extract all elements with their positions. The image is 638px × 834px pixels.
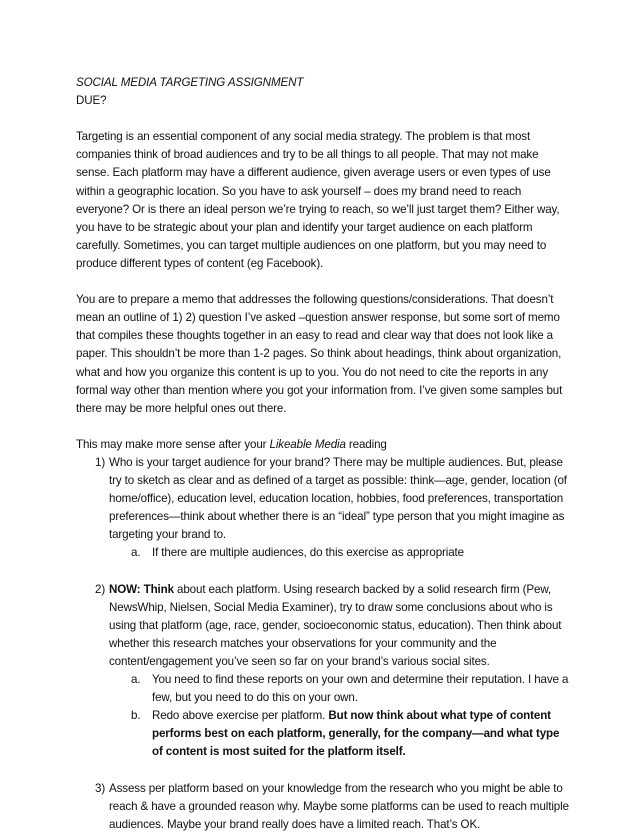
sub-item-a — [109, 544, 571, 562]
item-number: 2) — [95, 582, 106, 596]
question-item-1 — [76, 454, 571, 563]
item-text: Who is your target audience for your brand? There may be multiple audiences. But, please try to sketch as clear and as defined of a target as possible: think—age, gender, location (of home/office), education level, education location, hobbies, food preferences, transportation preferences—think about whether there is an “ideal” type person that you might imagine as targeting your brand to. — [109, 455, 567, 542]
sub-item-b — [109, 707, 571, 761]
sub-item-letter: b. — [131, 709, 141, 723]
assignment-title: SOCIAL MEDIA TARGETING ASSIGNMENT — [76, 76, 304, 89]
document-body — [76, 74, 571, 834]
sub-list — [109, 671, 571, 761]
sub-item-text: If there are multiple audiences, do this exercise as appropriate — [152, 546, 464, 560]
sub-item-letter: a. — [131, 546, 141, 560]
sub-item-letter: a. — [131, 673, 141, 687]
item-number: 3) — [95, 781, 106, 795]
sub-item-text: You need to find these reports on your own and determine their reputation. I have a few, but you need to do this on your own. — [152, 673, 569, 705]
due-line: DUE? — [76, 94, 107, 108]
sub-list — [109, 544, 571, 562]
item-text: about each platform. Using research backed by a solid research firm (Pew, NewsWhip, Nielsen, Social Media Examiner), try to draw some conclusions about who is using that platform (age, race, gender, socioeconomic status, education). Then think about whether this research matches your observations for your community and the content/engagement you’ve seen so far on your brand’s various social sites. — [109, 582, 562, 668]
item-bold-lead: NOW: Think — [109, 582, 174, 596]
item-number: 1) — [95, 455, 106, 469]
memo-instructions-paragraph: You are to prepare a memo that addresses the following questions/considerations. That doesn’t mean an outline of 1) 2) question I’ve asked –question answer response, but some sort of memo that compiles these thoughts together in an easy to read and clear way that does not look like a paper. This shouldn’t be more than 1-2 pages. So think about headings, think about organization, what and how you organize this content is up to you. You do not need to cite the reports in any formal way other than mention where you got your information from. I’ve given some samples but there may be more helpful ones out there. — [76, 293, 563, 415]
intro-paragraph: Targeting is an essential component of any social media strategy. The problem is that most companies think of broad audiences and try to be all things to all people. That may not make sense. Each platform may have a different audience, given average users or even types of use within a geographic location. So you have to ask yourself – does my brand need to reach everyone? Or is there an ideal person we’re trying to reach, so we’ll just target them? Either way, you have to be strategic about your plan and identify your target audience on each platform carefully. Sometimes, you can target multiple audiences on one platform, but you may need to produce different types of content (eg Facebook). — [76, 130, 560, 270]
item-text: Assess per platform based on your knowledge from the research who you might be able to reach & have a grounded reason why. Maybe some platforms can be used to reach multiple audiences. Maybe your brand really does have a limited reach. That’s OK. — [109, 781, 569, 831]
sub-item-a — [109, 671, 571, 707]
reading-note: This may make more sense after your Likeable Media reading — [76, 437, 387, 451]
question-list — [76, 454, 571, 834]
sub-item-text: Redo above exercise per platform. — [152, 709, 329, 723]
question-item-2 — [76, 581, 571, 762]
book-title: Likeable Media — [269, 437, 346, 451]
sub-item-bold-text: But now think about what type of content performs best on each platform, generally, for the company—and what type of content is most suited for the platform itself. — [152, 709, 560, 759]
